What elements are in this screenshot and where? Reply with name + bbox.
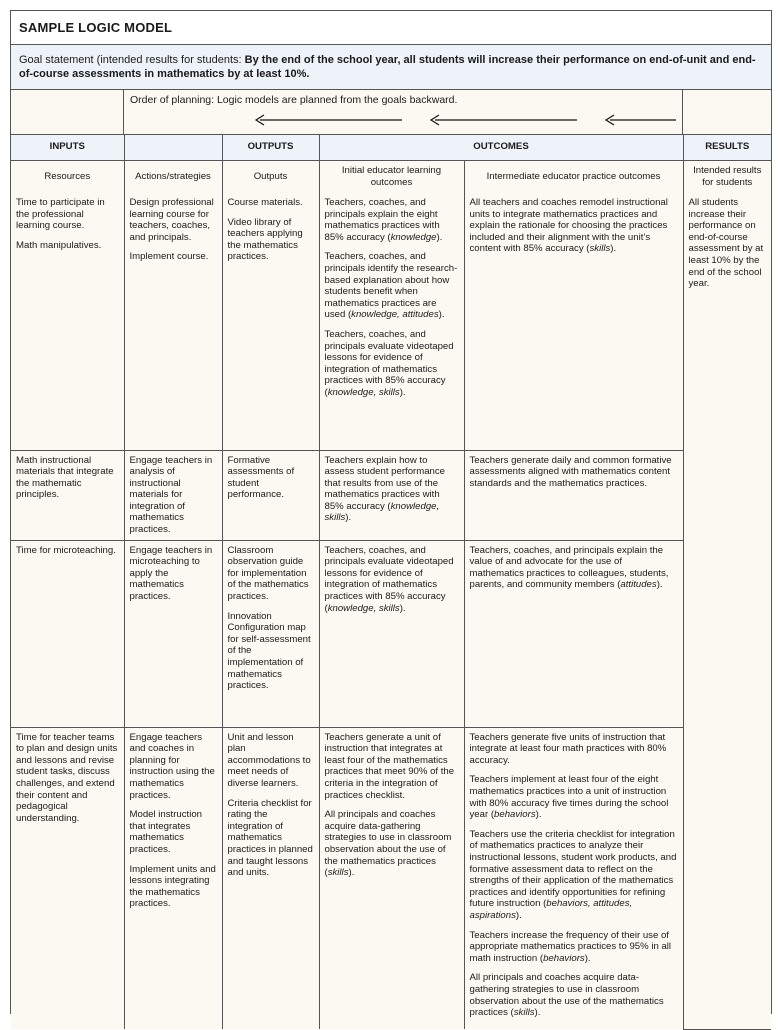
outcome-text: All principals and coaches acquire data-gathering strategies to use in classroom observation about the use of the mathematics practices ( [469, 972, 664, 1019]
cell-paragraph: Innovation Configuration map for self-assessment of the implementation of mathematics practices. [227, 610, 311, 692]
outcome-statement [325, 251, 459, 321]
order-of-planning [124, 90, 683, 134]
resources-cell [11, 450, 124, 540]
outputs-cell [222, 727, 319, 1029]
cell-paragraph: Classroom observation guide for implementation of the mathematics practices. [227, 544, 309, 603]
logic-model-table [11, 135, 771, 1030]
outcome-end: ). [399, 602, 406, 614]
results-text: All students increase their performance on end-of-course assessment by at least 10% by the end of the school year. [688, 197, 764, 290]
cell-paragraph: Model instruction that integrates mathematics practices. [129, 809, 203, 855]
goal-prefix: Goal statement (intended results for students: [19, 54, 245, 66]
outcome-statement [470, 829, 678, 922]
subheader-intermediate-outcomes: Intermediate educator practice outcomes [464, 160, 683, 193]
outcome-type: attitudes [620, 579, 657, 591]
outcome-statement [470, 972, 678, 1018]
actions-cell [124, 727, 222, 1029]
outcome-type: knowledge [390, 231, 437, 243]
header-inputs: INPUTS [11, 135, 124, 160]
actions-cell [124, 450, 222, 540]
cell-paragraph: Video library of teachers applying the mathematics practices. [227, 216, 303, 263]
outcome-statement [470, 455, 678, 490]
outcome-statement [325, 545, 459, 615]
header-results: RESULTS [683, 135, 771, 160]
outcome-end: ). [610, 243, 617, 255]
outcome-statement [470, 545, 678, 591]
cell-paragraph: Engage teachers in analysis of instructional materials for integration of mathematics practices. [129, 454, 213, 536]
cell-paragraph: Design professional learning course for teachers, coaches, and principals. [129, 197, 214, 243]
outcome-end: ). [656, 579, 663, 591]
outcome-end: ). [436, 231, 443, 243]
left-arrow-icon [254, 114, 402, 126]
outcome-text: Teachers, coaches, and principals explain the eight mathematics practices with 85% accuracy ( [324, 197, 440, 243]
outcome-type: skills [327, 867, 349, 879]
outputs-cell [222, 193, 319, 450]
outcome-end: ). [535, 809, 542, 821]
subheader-intended-results: Intended results for students [683, 160, 771, 193]
outcome-text: All teachers and coaches remodel instructional units to integrate mathematics practices and explain the rationale for choosing the practices included and their alignment with the unit’s content with 85% accuracy ( [469, 197, 668, 255]
resources-cell [11, 193, 124, 450]
outcome-text: All principals and coaches acquire data-gathering strategies to use in classroom observation about the use of the mathematics practices ( [324, 809, 452, 879]
subheader-actions: Actions/strategies [124, 160, 222, 193]
outcome-end: ). [534, 1007, 541, 1019]
initial-outcomes-cell [319, 540, 464, 727]
intermediate-outcomes-cell [464, 727, 683, 1029]
outputs-cell [222, 450, 319, 540]
resources-cell [11, 727, 124, 1029]
outcome-type: skills [513, 1007, 535, 1019]
outcome-statement [325, 732, 459, 802]
initial-outcomes-cell [319, 193, 464, 450]
outcome-type: behaviors [494, 809, 536, 821]
cell-paragraph: Criteria checklist for rating the integration of mathematics practices in planned and taught lessons and units. [227, 797, 313, 879]
actions-cell [124, 540, 222, 727]
cell-paragraph: Course materials. [227, 197, 303, 208]
outcome-text: Teachers, coaches, and principals identify the research-based explanation about how students benefit when mathematics practices are used ( [324, 251, 458, 321]
goal-statement [11, 45, 771, 90]
outcome-text: Teachers use the criteria checklist for integration of mathematics practices to analyze their instructional lessons, student work products, and formative assessment data to reflect on the strengths of their application of the mathematics practices and identify opportunities for refining future instruction ( [469, 828, 677, 910]
outcome-statement [325, 329, 459, 399]
outcome-text: Teachers, coaches, and principals evaluate videotaped lessons for evidence of integration of mathematics practices with 85% accuracy ( [324, 544, 454, 614]
resources-cell [11, 540, 124, 727]
outcome-end: ). [515, 909, 522, 921]
intermediate-outcomes-cell [464, 540, 683, 727]
outcome-text: Teachers increase the frequency of their use of appropriate mathematics practices to 95% in all math instruction ( [469, 929, 672, 964]
header-outcomes: OUTCOMES [319, 135, 683, 160]
initial-outcomes-cell [319, 727, 464, 1029]
outcome-statement [470, 197, 678, 255]
cell-paragraph: Math manipulatives. [16, 239, 102, 251]
cell-paragraph: Implement units and lessons integrating the mathematics practices. [129, 863, 216, 910]
outcome-end: ). [584, 952, 591, 964]
actions-cell [124, 193, 222, 450]
subheader-outputs: Outputs [222, 160, 319, 193]
table-row [11, 193, 771, 450]
outcome-statement [325, 197, 459, 243]
outcome-type: knowledge, skills [324, 500, 440, 524]
outcome-type: knowledge, skills [327, 386, 400, 398]
outcome-text: Teachers generate five units of instruction that integrate at least four math practices with 80% accuracy. [469, 731, 667, 766]
outcome-type: behaviors [543, 952, 585, 964]
table-row [11, 727, 771, 1029]
subheader-initial-outcomes: Initial educator learning outcomes [319, 160, 464, 193]
cell-paragraph: Time for microteaching. [16, 544, 116, 556]
cell-paragraph: Unit and lesson plan accommodations to meet needs of diverse learners. [227, 731, 311, 790]
cell-paragraph: Time to participate in the professional learning course. [16, 197, 105, 232]
order-of-planning-row [11, 90, 771, 135]
outcome-type: knowledge, skills [327, 602, 400, 614]
left-arrow-icon [429, 114, 577, 126]
header-outputs: OUTPUTS [222, 135, 319, 160]
outcome-end: ). [345, 512, 352, 524]
intermediate-outcomes-cell [464, 450, 683, 540]
table-row [11, 540, 771, 727]
outcome-statement [325, 455, 459, 525]
outcome-text: Teachers generate daily and common formative assessments aligned with mathematics content standards and the mathematics practices. [469, 454, 672, 489]
outcome-statement [470, 774, 678, 820]
initial-outcomes-cell [319, 450, 464, 540]
outcome-end: ). [399, 386, 406, 398]
outcome-statement [470, 732, 678, 767]
cell-paragraph: Formative assessments of student performance. [227, 454, 295, 501]
intermediate-outcomes-cell [464, 193, 683, 450]
cell-paragraph: Implement course. [129, 251, 209, 263]
outcome-text: Teachers explain how to assess student performance that results from use of the mathematics practices with 85% accuracy ( [324, 454, 446, 512]
outputs-cell [222, 540, 319, 727]
outcome-end: ). [348, 867, 355, 879]
outcome-type: knowledge, attitudes [351, 309, 439, 321]
outcome-end: ). [438, 309, 445, 321]
subheader-resources: Resources [11, 160, 124, 193]
logic-model-document [10, 10, 772, 1019]
outcome-type: skills [589, 243, 611, 255]
outcome-statement [470, 930, 678, 965]
order-of-planning-text: Order of planning: Logic models are planned from the goals backward. [130, 94, 458, 106]
outcome-text: Teachers, coaches, and principals explain the value of and advocate for the use of mathematics practices to colleagues, students, parents, and community members ( [469, 544, 669, 591]
results-cell [683, 193, 771, 1029]
outcome-text: Teachers implement at least four of the eight mathematics practices into a unit of instruction with 80% accuracy five times during the school year ( [469, 774, 669, 821]
cell-paragraph: Engage teachers in microteaching to apply the mathematics practices. [129, 544, 213, 603]
left-arrow-icon [604, 114, 676, 126]
table-row [11, 450, 771, 540]
goal-text: By the end of the school year, all students will increase their performance on end-of-unit and end-of-course assessments in mathematics by at least 10%. [19, 54, 756, 80]
cell-paragraph: Time for teacher teams to plan and design units and lessons and revise student tasks, discuss challenges, and extend their content and pedagogical understanding. [16, 731, 118, 824]
outcome-text: Teachers generate a unit of instruction that integrates at least four of the mathematics practices that meet 90% of the criteria in the integration of practices checklist. [324, 731, 455, 801]
cell-paragraph: Math instructional materials that integrate the mathematic principles. [16, 454, 114, 501]
page-title: SAMPLE LOGIC MODEL [11, 11, 771, 45]
outcome-statement [325, 809, 459, 879]
cell-paragraph: Engage teachers and coaches in planning for instruction using the mathematics practices. [129, 731, 215, 801]
outcome-text: Teachers, coaches, and principals evaluate videotaped lessons for evidence of integration of mathematics practices with 85% accuracy ( [324, 328, 454, 398]
outcome-type: behaviors, attitudes, aspirations [469, 898, 633, 921]
